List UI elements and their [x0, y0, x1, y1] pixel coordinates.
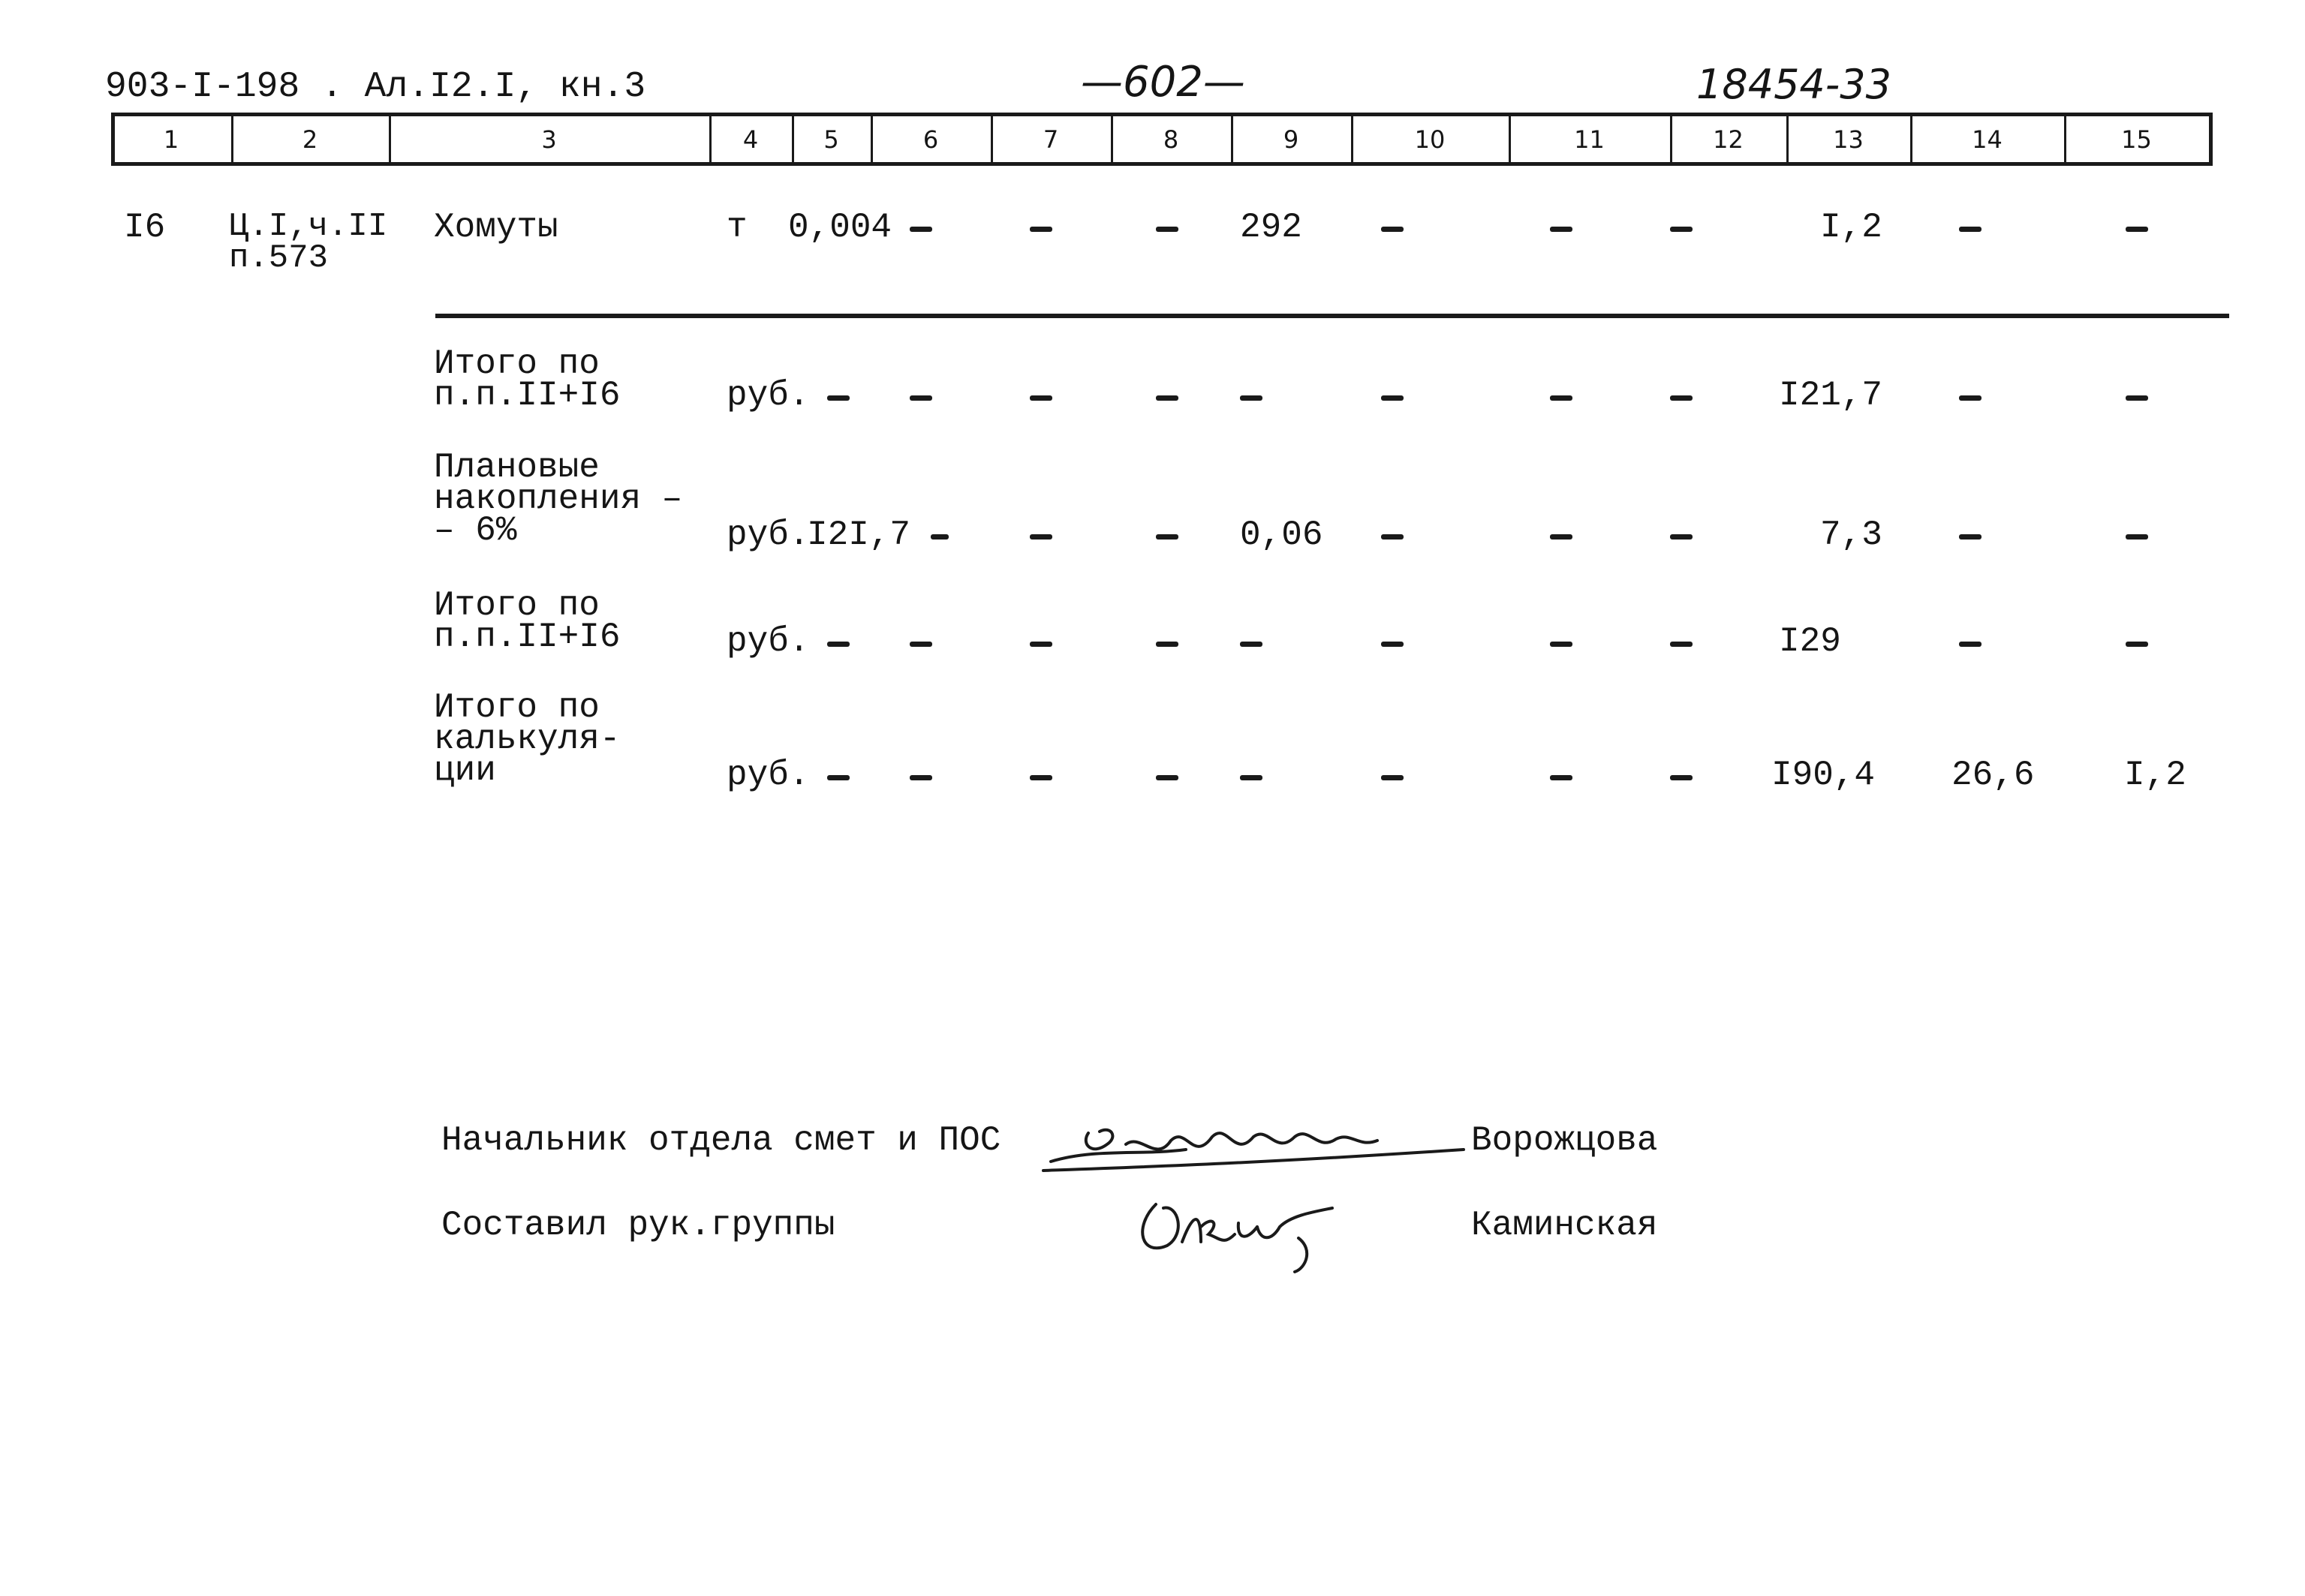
cell-value: I,2 — [2124, 756, 2186, 795]
row-number: I6 — [124, 208, 166, 247]
column-number: 10 — [1414, 125, 1446, 154]
page-number: —602— — [1081, 58, 1245, 107]
cell-value: I29 — [1779, 622, 1841, 661]
norm-reference: Ц.I,ч.II — [229, 208, 388, 245]
handwritten-signature — [1036, 1103, 1471, 1186]
column-number: 14 — [1972, 125, 2003, 154]
cell-value: 26,6 — [1951, 756, 2035, 795]
item-name: Итого по — [434, 586, 600, 625]
unit: руб. — [727, 515, 810, 555]
cell-value: 7,3 — [1820, 515, 1882, 555]
norm-reference: п.573 — [229, 239, 329, 277]
signatory-role: Составил рук.группы — [441, 1206, 835, 1245]
column-number: 15 — [2121, 125, 2152, 154]
column-number: 9 — [1283, 125, 1299, 154]
item-name: накопления – — [434, 479, 683, 518]
item-name: ции — [434, 751, 496, 790]
separator-line — [435, 314, 2229, 318]
quantity: 0,004 — [788, 208, 892, 247]
cell-value: I,2 — [1820, 208, 1882, 247]
unit: т — [727, 208, 748, 247]
cell-value: I90,4 — [1771, 756, 1876, 795]
column-number: 8 — [1163, 125, 1179, 154]
signatory-name: Ворожцова — [1471, 1121, 1658, 1160]
column-number: 7 — [1043, 125, 1059, 154]
column-number: 4 — [742, 125, 759, 154]
column-number: 13 — [1833, 125, 1864, 154]
cell-value: I21,7 — [1779, 376, 1883, 415]
item-name: калькуля- — [434, 720, 621, 759]
column-number: 2 — [302, 125, 318, 154]
item-name: Плановые — [434, 448, 600, 487]
signatory-role: Начальник отдела смет и ПОС — [441, 1121, 1001, 1160]
inventory-number: 18454-33 — [1696, 61, 1891, 108]
cell-value: 292 — [1240, 208, 1302, 247]
item-name: Итого по — [434, 688, 600, 727]
unit: руб. — [727, 376, 810, 415]
item-name: Хомуты — [434, 208, 558, 247]
base-amount: I2I,7 — [807, 515, 911, 555]
item-name: п.п.II+I6 — [434, 376, 621, 415]
cell-value: 0,06 — [1240, 515, 1323, 555]
column-number: 3 — [541, 125, 557, 154]
column-number: 5 — [823, 125, 839, 154]
unit: руб. — [727, 622, 810, 661]
document-code: 903-I-198 . Ал.I2.I, кн.3 — [105, 67, 646, 107]
item-name: Итого по — [434, 344, 600, 383]
item-name: – 6% — [434, 511, 517, 550]
column-number: 12 — [1713, 125, 1744, 154]
column-number: 6 — [922, 125, 939, 154]
column-number: 1 — [163, 125, 179, 154]
item-name: п.п.II+I6 — [434, 618, 621, 657]
unit: руб. — [727, 756, 810, 795]
handwritten-signature — [1126, 1182, 1351, 1279]
signatory-name: Каминская — [1471, 1206, 1658, 1245]
column-number: 11 — [1574, 125, 1605, 154]
